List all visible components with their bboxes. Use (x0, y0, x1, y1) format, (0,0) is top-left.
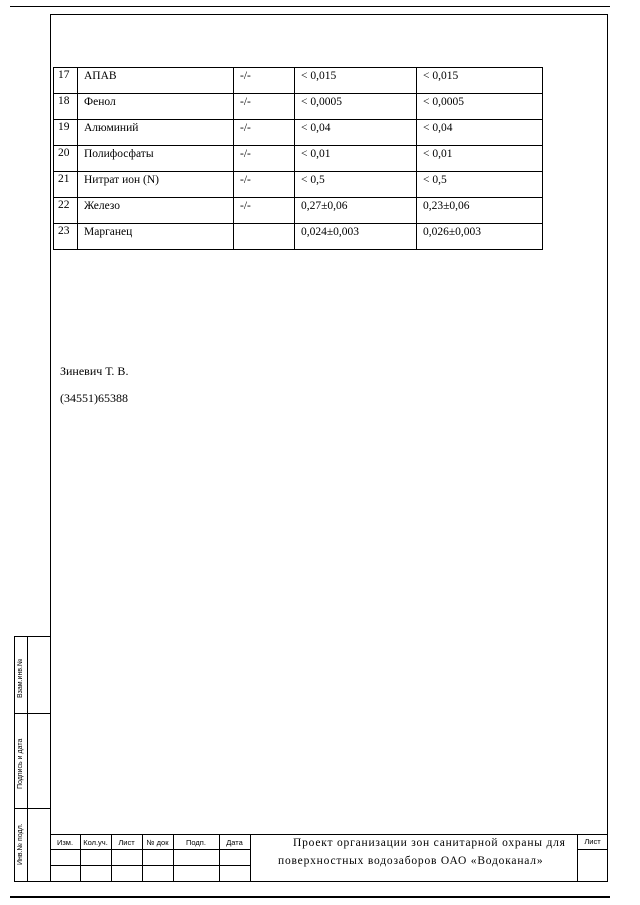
row-number-cell: 18 (54, 94, 78, 120)
inv-podl-label: Инв.№ подл. (17, 823, 24, 865)
table-row (54, 94, 543, 120)
value-2-cell: < 0,04 (417, 120, 543, 146)
unit-cell: -/- (234, 68, 295, 94)
substance-name-cell: Фенол (78, 94, 234, 120)
row-number-cell: 20 (54, 146, 78, 172)
unit-cell: -/- (234, 120, 295, 146)
value-2-cell: 0,026±0,003 (417, 224, 543, 250)
contact-phone: (34551)65388 (60, 391, 128, 405)
row-number-cell: 23 (54, 224, 78, 250)
header-doc-number: № док (146, 838, 169, 847)
table-row (54, 146, 543, 172)
value-2-cell: < 0,01 (417, 146, 543, 172)
substance-name-cell: Полифосфаты (78, 146, 234, 172)
unit-cell: -/- (234, 172, 295, 198)
table-row (54, 198, 543, 224)
table-row (54, 68, 543, 94)
project-title-line1: Проект организации зон санитарной охраны для (293, 837, 566, 849)
substance-name-cell: АПАВ (78, 68, 234, 94)
scan-top-line (10, 6, 610, 7)
table-row (54, 172, 543, 198)
table-row (54, 224, 543, 250)
vzam-inv-label: Взам.инв.№ (17, 658, 24, 698)
header-date: Дата (226, 838, 243, 847)
value-1-cell: < 0,04 (295, 120, 417, 146)
row-number-cell: 19 (54, 120, 78, 146)
value-1-cell: 0,27±0,06 (295, 198, 417, 224)
header-kol-uch: Кол.уч. (83, 838, 108, 847)
header-list: Лист (118, 838, 135, 847)
water-quality-table (53, 67, 543, 250)
unit-cell: -/- (234, 198, 295, 224)
substance-name-cell: Алюминий (78, 120, 234, 146)
row-number-cell: 17 (54, 68, 78, 94)
substance-name-cell: Нитрат ион (N) (78, 172, 234, 198)
signature-date-label: Подпись и дата (17, 738, 24, 789)
value-2-cell: 0,23±0,06 (417, 198, 543, 224)
substance-name-cell: Железо (78, 198, 234, 224)
value-2-cell: < 0,0005 (417, 94, 543, 120)
project-title-line2: поверхностных водозаборов ОАО «Водоканал» (278, 855, 544, 867)
value-1-cell: < 0,015 (295, 68, 417, 94)
title-block (50, 834, 608, 882)
unit-cell: -/- (234, 94, 295, 120)
unit-cell (234, 224, 295, 250)
scan-bottom-line (10, 896, 610, 898)
left-approval-strip (14, 636, 50, 882)
unit-cell: -/- (234, 146, 295, 172)
row-number-cell: 21 (54, 172, 78, 198)
value-1-cell: < 0,0005 (295, 94, 417, 120)
row-number-cell: 22 (54, 198, 78, 224)
contact-name: Зиневич Т. В. (60, 364, 129, 378)
sheet-label: Лист (584, 837, 601, 846)
value-1-cell: < 0,01 (295, 146, 417, 172)
value-1-cell: 0,024±0,003 (295, 224, 417, 250)
table-row (54, 120, 543, 146)
value-1-cell: < 0,5 (295, 172, 417, 198)
value-2-cell: < 0,015 (417, 68, 543, 94)
substance-name-cell: Марганец (78, 224, 234, 250)
value-2-cell: < 0,5 (417, 172, 543, 198)
header-izm: Изм. (56, 838, 74, 847)
table-body (54, 68, 543, 250)
header-signature: Подп. (186, 838, 206, 847)
